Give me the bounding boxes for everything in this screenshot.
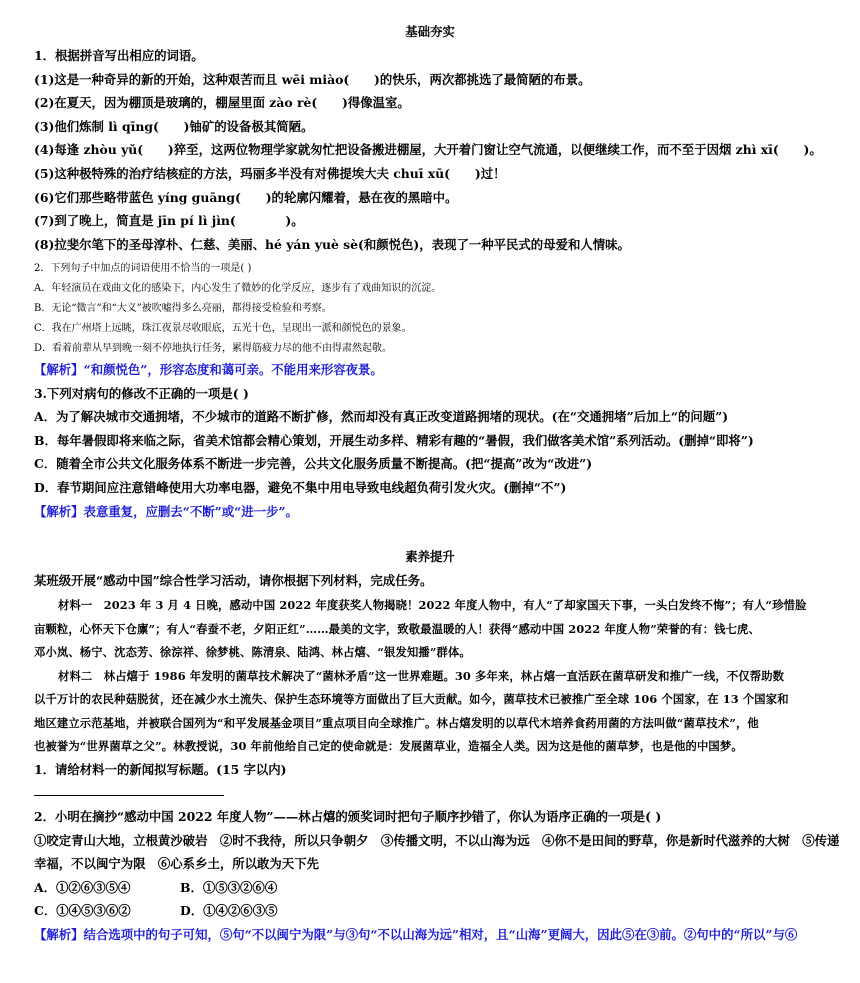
- q2-stem: 2．下列句子中加点的词语使用不恰当的一项是( ): [34, 263, 252, 274]
- task2-stem: 2．小明在摘抄“感动中国 2022 年度人物”——林占熺的颁奖词时把句子顺序抄错了，你认为语序正确的一项是( ): [34, 809, 662, 824]
- q1-item-8: (8)拉斐尔笔下的圣母淳朴、仁慈、美丽、hé yán yuè sè(和颜悦色)，表现了一种平民式的母爱和人情味。: [34, 237, 630, 252]
- section-title-advanced: 素养提升: [405, 549, 455, 564]
- q2-option-b: B．无论“微言”和“大义”被吹嘘得多么亮丽，都得接受检验和考察。: [34, 303, 332, 314]
- section-title-basic: 基础夯实: [405, 24, 455, 39]
- q3-option-a: A．为了解决城市交通拥堵，不少城市的道路不断扩修，然而却没有真正改变道路拥堵的现状。(在“交通拥堵”后加上“的问题”): [34, 409, 729, 424]
- material1-line-2: 亩颗粒，心怀天下仓廪”；有人“春蚕不老，夕阳正红”……最美的文字，致敬最温暖的人！获得“感动中国 2022 年度人物”荣誉的有：钱七虎、: [34, 622, 760, 636]
- q1-item-6: (6)它们那些略带蓝色 yíng guāng( )的轮廓闪耀着，悬在夜的黑暗中。: [34, 190, 458, 205]
- task2-option-b: B．①⑤③②⑥④: [180, 880, 278, 895]
- q1-stem: 1．根据拼音写出相应的词语。: [34, 48, 204, 63]
- material1-line-3: 邓小岚、杨宁、沈态芳、徐淙祥、徐梦桃、陈清泉、陆鸿、林占熺、“银发知播”群体。: [34, 645, 471, 659]
- task2-option-a: A．①②⑥③⑤④: [34, 880, 131, 895]
- task2-option-c: C．①④⑤③⑥②: [34, 903, 131, 918]
- task2-option-d: D．①④②⑥③⑤: [180, 903, 278, 918]
- q3-stem: 3.下列对病句的修改不正确的一项是( ): [34, 386, 249, 401]
- material2-line-2: 以千万计的农民种菇脱贫，还在减少水土流失、保护生态环境等方面做出了巨大贡献。如今，菌草技术已被推广至全球 106 个国家，在 13 个国家和: [34, 692, 789, 706]
- q1-item-7: (7)到了晚上，简直是 jīn pí lì jìn( )。: [34, 213, 304, 228]
- activity-intro: 某班级开展“感动中国”综合性学习活动，请你根据下列材料，完成任务。: [34, 573, 433, 588]
- material2-line-4: 也被誉为“世界菌草之父”。林教授说，30 年前他给自己定的使命就是：发展菌草业，造福全人类。因为这是他的菌草梦，也是他的中国梦。: [34, 739, 743, 753]
- q2-option-c: C．我在广州塔上远眺，珠江夜景尽收眼底，五光十色，呈现出一派和颜悦色的景象。: [34, 323, 412, 334]
- task2-sentences-1: ①咬定青山大地，立根黄沙破岩 ②时不我待，所以只争朝夕 ③传播文明，不以山海为远 ④你不是田间的野草，你是新时代滋养的大树 ⑤传递: [34, 833, 840, 848]
- q3-option-c: C．随着全市公共文化服务体系不断进一步完善，公共文化服务质量不断提高。(把“提高”改为“改进”): [34, 456, 593, 471]
- q1-item-5: (5)这种极特殊的治疗结核症的方法，玛丽多半没有对佛提埃大夫 chuī xū( )过！: [34, 166, 506, 181]
- q2-option-d: D．看着前辈从早到晚一刻不停地执行任务，累得筋疲力尽的他不由得肃然起敬。: [34, 343, 393, 354]
- material2-line-3: 地区建立示范基地，并被联合国列为“和平发展基金项目”重点项目向全球推广。林占熺发明的以草代木培养食药用菌的方法叫做“菌草技术”，他: [34, 716, 759, 730]
- task2-analysis: 【解析】结合选项中的句子可知，⑤句“不以闽宁为限”与③句“不以山海为远”相对，且“山海”更阔大，因此⑤在③前。②句中的“所以”与⑥: [34, 927, 798, 942]
- q2-analysis: 【解析】“和颜悦色”，形容态度和蔼可亲。不能用来形容夜景。: [34, 362, 383, 377]
- task1-stem: 1．请给材料一的新闻拟写标题。(15 字以内): [34, 762, 287, 777]
- answer-line: [34, 795, 224, 796]
- q1-item-4: (4)每逢 zhòu yǔ( )猝至，这两位物理学家就匆忙把设备搬进棚屋，大开着门窗让空气流通，以便继续工作，而不至于因烟 zhì xī( )。: [34, 142, 822, 157]
- task2-sentences-2: 幸福，不以闽宁为限 ⑥心系乡土，所以敢为天下先: [34, 856, 319, 871]
- q1-item-2: (2)在夏天，因为棚顶是玻璃的，棚屋里面 zào rè( )得像温室。: [34, 95, 410, 110]
- q3-option-d: D．春节期间应注意错峰使用大功率电器，避免不集中用电导致电线超负荷引发火灾。(删掉“不”): [34, 480, 567, 495]
- q3-analysis: 【解析】表意重复，应删去“不断”或“进一步”。: [34, 504, 298, 519]
- q1-item-1: (1)这是一种奇异的新的开始，这种艰苦而且 wēi miào( )的快乐，两次都挑选了最简陋的布景。: [34, 72, 591, 87]
- material1-line-1: 材料一 2023 年 3 月 4 日晚，感动中国 2022 年度获奖人物揭晓！2022 年度人物中，有人“了却家国天下事，一头白发终不悔”；有人“珍惜脸: [58, 598, 807, 612]
- q2-option-a: A．年轻演员在戏曲文化的感染下，内心发生了微妙的化学反应，逐步有了戏曲知识的沉淀。: [34, 283, 442, 294]
- q1-item-3: (3)他们炼制 lì qīng( )铀矿的设备极其简陋。: [34, 119, 314, 134]
- q3-option-b: B．每年暑假即将来临之际，省美术馆都会精心策划，开展生动多样、精彩有趣的“暑假，我们做客美术馆”系列活动。(删掉“即将”): [34, 433, 754, 448]
- material2-line-1: 材料二 林占熺于 1986 年发明的菌草技术解决了“菌林矛盾”这一世界难题。30 多年来，林占熺一直活跃在菌草研发和推广一线，不仅帮助数: [58, 669, 785, 683]
